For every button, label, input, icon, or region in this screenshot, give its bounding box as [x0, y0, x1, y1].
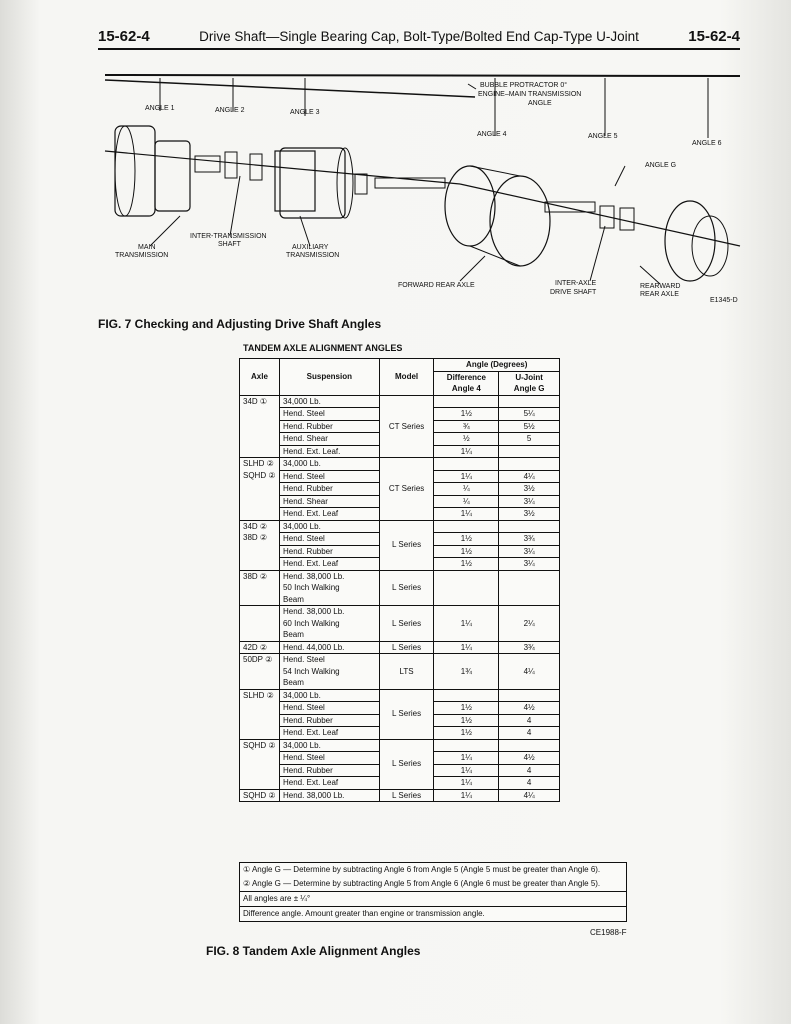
- page-header-title: Drive Shaft—Single Bearing Cap, Bolt-Type/Bolted End Cap-Type U-Joint: [199, 29, 639, 44]
- cell-suspension: Hend. Ext. Leaf: [279, 727, 379, 740]
- header-angle-g: Angle G: [499, 383, 560, 395]
- cell-difference-angle: 1¼: [434, 752, 499, 765]
- cell-ujoint-angle: 3¼: [499, 495, 560, 508]
- cell-suspension: Hend. Ext. Leaf.: [279, 445, 379, 458]
- cell-difference-angle: 1½: [434, 714, 499, 727]
- cell-difference-angle: 1¼: [434, 445, 499, 458]
- cell-axle: [240, 606, 280, 642]
- cell-difference-angle: 1½: [434, 702, 499, 715]
- label-angle-4: ANGLE 4: [477, 131, 507, 138]
- cell-difference-angle: 1½: [434, 558, 499, 571]
- cell-difference-angle: 1½: [434, 545, 499, 558]
- label-auxiliary: AUXILIARY: [292, 244, 329, 251]
- header-difference: Difference: [434, 371, 499, 383]
- cell-difference-angle: ¼: [434, 495, 499, 508]
- page-number-right: 15-62-4: [688, 28, 740, 45]
- cell-suspension: Hend. 38,000 Lb.: [279, 789, 379, 802]
- fig7-code: E1345-D: [710, 297, 738, 304]
- cell-ujoint-angle: [499, 739, 560, 752]
- cell-suspension: Hend. Ext. Leaf: [279, 777, 379, 790]
- cell-difference-angle: 1¾: [434, 654, 499, 690]
- cell-axle: SLHD ②: [240, 689, 280, 739]
- cell-model: L Series: [379, 606, 434, 642]
- cell-difference-angle: ½: [434, 433, 499, 446]
- header-angle-4: Angle 4: [434, 383, 499, 395]
- cell-difference-angle: 1¼: [434, 508, 499, 521]
- label-engine-angle: ANGLE: [528, 100, 552, 107]
- cell-axle: 42D ②: [240, 641, 280, 654]
- cell-axle: SQHD ②: [240, 789, 280, 802]
- table-row: [240, 739, 560, 752]
- cell-suspension: Hend. Steel: [279, 470, 379, 483]
- fig7-caption: FIG. 7 Checking and Adjusting Drive Shaft Angles: [98, 317, 382, 331]
- cell-suspension: Hend. Rubber: [279, 714, 379, 727]
- label-forward-rear-axle: FORWARD REAR AXLE: [398, 282, 475, 289]
- forward-rear-axle-drawing: [445, 166, 550, 266]
- cell-difference-angle: 1¼: [434, 606, 499, 642]
- cell-difference-angle: ¼: [434, 483, 499, 496]
- cell-axle: 34D ② 38D ②: [240, 520, 280, 570]
- cell-suspension: Hend. Steel 54 Inch Walking Beam: [279, 654, 379, 690]
- cell-axle: SQHD ②: [240, 739, 280, 789]
- table-row: [240, 654, 560, 690]
- header-suspension: Suspension: [279, 359, 379, 396]
- cell-suspension: 34,000 Lb.: [279, 689, 379, 702]
- cell-ujoint-angle: 4¼: [499, 470, 560, 483]
- cell-axle: 34D ①: [240, 395, 280, 458]
- label-bubble-protractor: BUBBLE PROTRACTOR 0°: [480, 82, 568, 89]
- cell-axle: 38D ②: [240, 570, 280, 606]
- cell-difference-angle: [434, 739, 499, 752]
- cell-suspension: 34,000 Lb.: [279, 458, 379, 471]
- label-rearward: REARWARD: [640, 283, 681, 290]
- header-axle: Axle: [240, 359, 280, 396]
- header-model: Model: [379, 359, 434, 396]
- table-row: [240, 458, 560, 471]
- cell-ujoint-angle: [499, 395, 560, 408]
- cell-ujoint-angle: [499, 689, 560, 702]
- cell-ujoint-angle: 5: [499, 433, 560, 446]
- cell-suspension: 34,000 Lb.: [279, 395, 379, 408]
- cell-ujoint-angle: 3¾: [499, 641, 560, 654]
- label-inter-axle-drive-shaft: DRIVE SHAFT: [550, 289, 597, 296]
- cell-difference-angle: 1¼: [434, 641, 499, 654]
- table-row: [240, 395, 560, 408]
- cell-suspension: Hend. Shear: [279, 495, 379, 508]
- cell-difference-angle: [434, 689, 499, 702]
- cell-suspension: Hend. 38,000 Lb. 60 Inch Walking Beam: [279, 606, 379, 642]
- label-angle-2: ANGLE 2: [215, 107, 245, 114]
- label-inter-axle: INTER-AXLE: [555, 280, 597, 287]
- cell-ujoint-angle: 4½: [499, 702, 560, 715]
- cell-difference-angle: 1½: [434, 727, 499, 740]
- cell-suspension: Hend. Rubber: [279, 420, 379, 433]
- cell-ujoint-angle: 3¼: [499, 545, 560, 558]
- cell-ujoint-angle: 4: [499, 714, 560, 727]
- cell-suspension: Hend. Rubber: [279, 483, 379, 496]
- cell-model: CT Series: [379, 458, 434, 521]
- cell-model: L Series: [379, 570, 434, 606]
- cell-model: L Series: [379, 520, 434, 570]
- table-row: [240, 570, 560, 606]
- cell-model: L Series: [379, 789, 434, 802]
- cell-suspension: Hend. Steel: [279, 408, 379, 421]
- table-notes: [239, 862, 627, 922]
- cell-ujoint-angle: 4¼: [499, 654, 560, 690]
- header-rule: [98, 48, 740, 50]
- label-inter-transmission: INTER-TRANSMISSION: [190, 233, 267, 240]
- table-row: [240, 520, 560, 533]
- label-inter-shaft: SHAFT: [218, 241, 241, 248]
- note-1: ① Angle G — Determine by subtracting Angle 6 from Angle 5 (Angle 5 must be greater than Angle 6).: [243, 865, 601, 874]
- cell-difference-angle: 1½: [434, 408, 499, 421]
- cell-ujoint-angle: 5½: [499, 420, 560, 433]
- cell-ujoint-angle: 4½: [499, 752, 560, 765]
- table-row: [240, 606, 560, 642]
- table-row: [240, 789, 560, 802]
- cell-ujoint-angle: 4: [499, 727, 560, 740]
- cell-ujoint-angle: [499, 570, 560, 606]
- label-engine-main-transmission: ENGINE–MAIN TRANSMISSION: [478, 91, 582, 98]
- cell-ujoint-angle: 3½: [499, 483, 560, 496]
- cell-model: LTS: [379, 654, 434, 690]
- cell-ujoint-angle: 5¼: [499, 408, 560, 421]
- cell-suspension: Hend. Steel: [279, 533, 379, 546]
- cell-difference-angle: [434, 458, 499, 471]
- table-title: TANDEM AXLE ALIGNMENT ANGLES: [243, 343, 403, 353]
- cell-difference-angle: 1¼: [434, 764, 499, 777]
- alignment-table: [239, 358, 560, 802]
- label-angle-5: ANGLE 5: [588, 133, 618, 140]
- cell-ujoint-angle: 3¾: [499, 533, 560, 546]
- label-main: MAIN: [138, 244, 156, 251]
- cell-difference-angle: 1½: [434, 533, 499, 546]
- table-row: [240, 689, 560, 702]
- cell-difference-angle: 1¼: [434, 470, 499, 483]
- header-angle-degrees: Angle (Degrees): [434, 359, 560, 372]
- fig8-caption: FIG. 8 Tandem Axle Alignment Angles: [206, 944, 421, 958]
- fig8-code: CE1988-F: [590, 928, 627, 937]
- cell-ujoint-angle: [499, 445, 560, 458]
- cell-ujoint-angle: 2¼: [499, 606, 560, 642]
- cell-suspension: Hend. 44,000 Lb.: [279, 641, 379, 654]
- main-transmission-drawing: [115, 126, 190, 216]
- label-angle-1: ANGLE 1: [145, 105, 175, 112]
- cell-difference-angle: 1¼: [434, 789, 499, 802]
- cell-suspension: Hend. Shear: [279, 433, 379, 446]
- cell-suspension: Hend. 38,000 Lb. 50 Inch Walking Beam: [279, 570, 379, 606]
- page-number-left: 15-62-4: [98, 28, 150, 45]
- page-header: [98, 28, 740, 45]
- cell-model: L Series: [379, 689, 434, 739]
- cell-ujoint-angle: 4: [499, 777, 560, 790]
- cell-suspension: Hend. Ext. Leaf: [279, 558, 379, 571]
- table-row: [240, 641, 560, 654]
- cell-model: CT Series: [379, 395, 434, 458]
- cell-ujoint-angle: [499, 520, 560, 533]
- drive-shaft-angles-diagram: [100, 66, 750, 316]
- cell-suspension: Hend. Rubber: [279, 764, 379, 777]
- cell-difference-angle: [434, 570, 499, 606]
- label-main-transmission: TRANSMISSION: [115, 252, 169, 259]
- note-difference-angle: Difference angle. Amount greater than engine or transmission angle.: [240, 906, 626, 921]
- cell-suspension: 34,000 Lb.: [279, 739, 379, 752]
- label-angle-6: ANGLE 6: [692, 140, 722, 147]
- cell-difference-angle: [434, 520, 499, 533]
- cell-model: L Series: [379, 641, 434, 654]
- label-rearward-rear-axle: REAR AXLE: [640, 291, 679, 298]
- label-angle-3: ANGLE 3: [290, 109, 320, 116]
- auxiliary-transmission-drawing: [275, 148, 353, 218]
- label-auxiliary-transmission: TRANSMISSION: [286, 252, 340, 259]
- cell-ujoint-angle: 3½: [499, 508, 560, 521]
- cell-ujoint-angle: 4¼: [499, 789, 560, 802]
- note-2: ② Angle G — Determine by subtracting Angle 5 from Angle 6 (Angle 6 must be greater than Angle 5).: [243, 879, 601, 888]
- cell-axle: SLHD ② SQHD ②: [240, 458, 280, 521]
- cell-ujoint-angle: 4: [499, 764, 560, 777]
- note-tolerance: All angles are ± ¼°: [240, 891, 626, 906]
- cell-suspension: Hend. Steel: [279, 752, 379, 765]
- cell-suspension: Hend. Steel: [279, 702, 379, 715]
- cell-ujoint-angle: 3¼: [499, 558, 560, 571]
- cell-difference-angle: [434, 395, 499, 408]
- header-ujoint: U-Joint: [499, 371, 560, 383]
- cell-axle: 50DP ②: [240, 654, 280, 690]
- cell-difference-angle: 1¼: [434, 777, 499, 790]
- cell-difference-angle: ¾: [434, 420, 499, 433]
- cell-suspension: 34,000 Lb.: [279, 520, 379, 533]
- cell-ujoint-angle: [499, 458, 560, 471]
- alignment-table-body: [240, 395, 560, 802]
- label-angle-g: ANGLE G: [645, 162, 677, 169]
- cell-model: L Series: [379, 739, 434, 789]
- cell-suspension: Hend. Ext. Leaf: [279, 508, 379, 521]
- cell-suspension: Hend. Rubber: [279, 545, 379, 558]
